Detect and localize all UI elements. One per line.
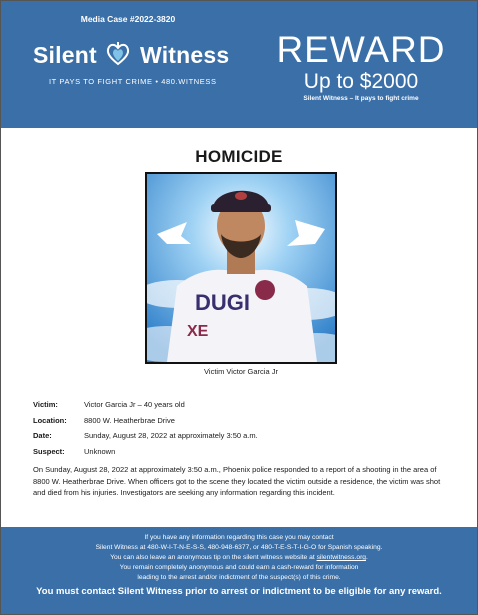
detail-row-date [33,431,453,447]
detail-label: Location: [33,415,67,425]
detail-value: Victor Garcia Jr – 40 years old [84,400,185,409]
footer-line: If you have any information regarding this case you may contact [144,534,334,541]
media-case-number: Media Case #2022-3820 [80,14,176,24]
victim-photo [145,172,337,364]
silent-witness-logo [33,41,229,69]
photo-caption: Victim Victor Garcia Jr [204,367,278,376]
detail-label: Date: [33,431,52,440]
heart-hands-icon [105,41,131,67]
detail-label: Suspect: [33,446,65,456]
reward-eligibility-notice: You must contact Silent Witness prior to arrest or indictment to be eligible for any reward. [36,586,442,597]
website-link[interactable]: silentwitness.org [316,554,367,561]
detail-label: Victim: [33,400,58,409]
footer-line-text: You can also leave an anonymous tip on the silent witness website at [110,554,315,561]
svg-text:DUGI: DUGI [195,290,250,315]
detail-value: Sunday, August 28, 2022 at approximately 3:50 a.m. [84,431,258,440]
reward-subtitle: Silent Witness – It pays to fight crime [303,95,419,102]
victim-portrait-image [147,174,335,362]
detail-value: Unknown [84,446,116,456]
footer-banner [1,527,477,615]
detail-row-suspect [33,447,453,463]
tagline: IT PAYS TO FIGHT CRIME • 480.WITNESS [49,77,217,86]
case-title: HOMICIDE [195,147,283,166]
footer-line: You remain completely anonymous and could earn a cash-reward for information [119,564,359,571]
brand-word-silent: Silent [33,42,97,68]
detail-row-victim [33,400,453,416]
footer-line: Silent Witness at 480-W-I-T-N-E-S-S, 480-948-6377, or 480-T-E-S-T-I-G-O for Spanish speaking. [95,544,383,551]
detail-value: 8800 W. Heatherbrae Drive [84,415,175,425]
header-banner [1,1,477,128]
reward-amount: Up to $2000 [303,70,419,93]
reward-heading: REWARD [276,29,446,70]
case-narrative: On Sunday, August 28, 2022 at approximately 3:50 a.m., Phoenix police responded to a report of a shooting in the area of 8800 W. Heatherbrae Drive. When officers got to the scene they located the victim outside a residence, the victim was shot and died from his injuries. Investigators are seeking any information regarding this incident. [33,465,441,497]
footer-line-website: You can also leave an anonymous tip on the silent witness website at silentwitness.org. [110,554,368,561]
svg-text:XE: XE [187,323,209,340]
brand-word-witness: Witness [140,42,230,68]
case-details [33,400,453,462]
footer-line: leading to the arrest and/or indictment of the suspect(s) of this crime. [137,574,341,581]
detail-row-location [33,416,453,432]
